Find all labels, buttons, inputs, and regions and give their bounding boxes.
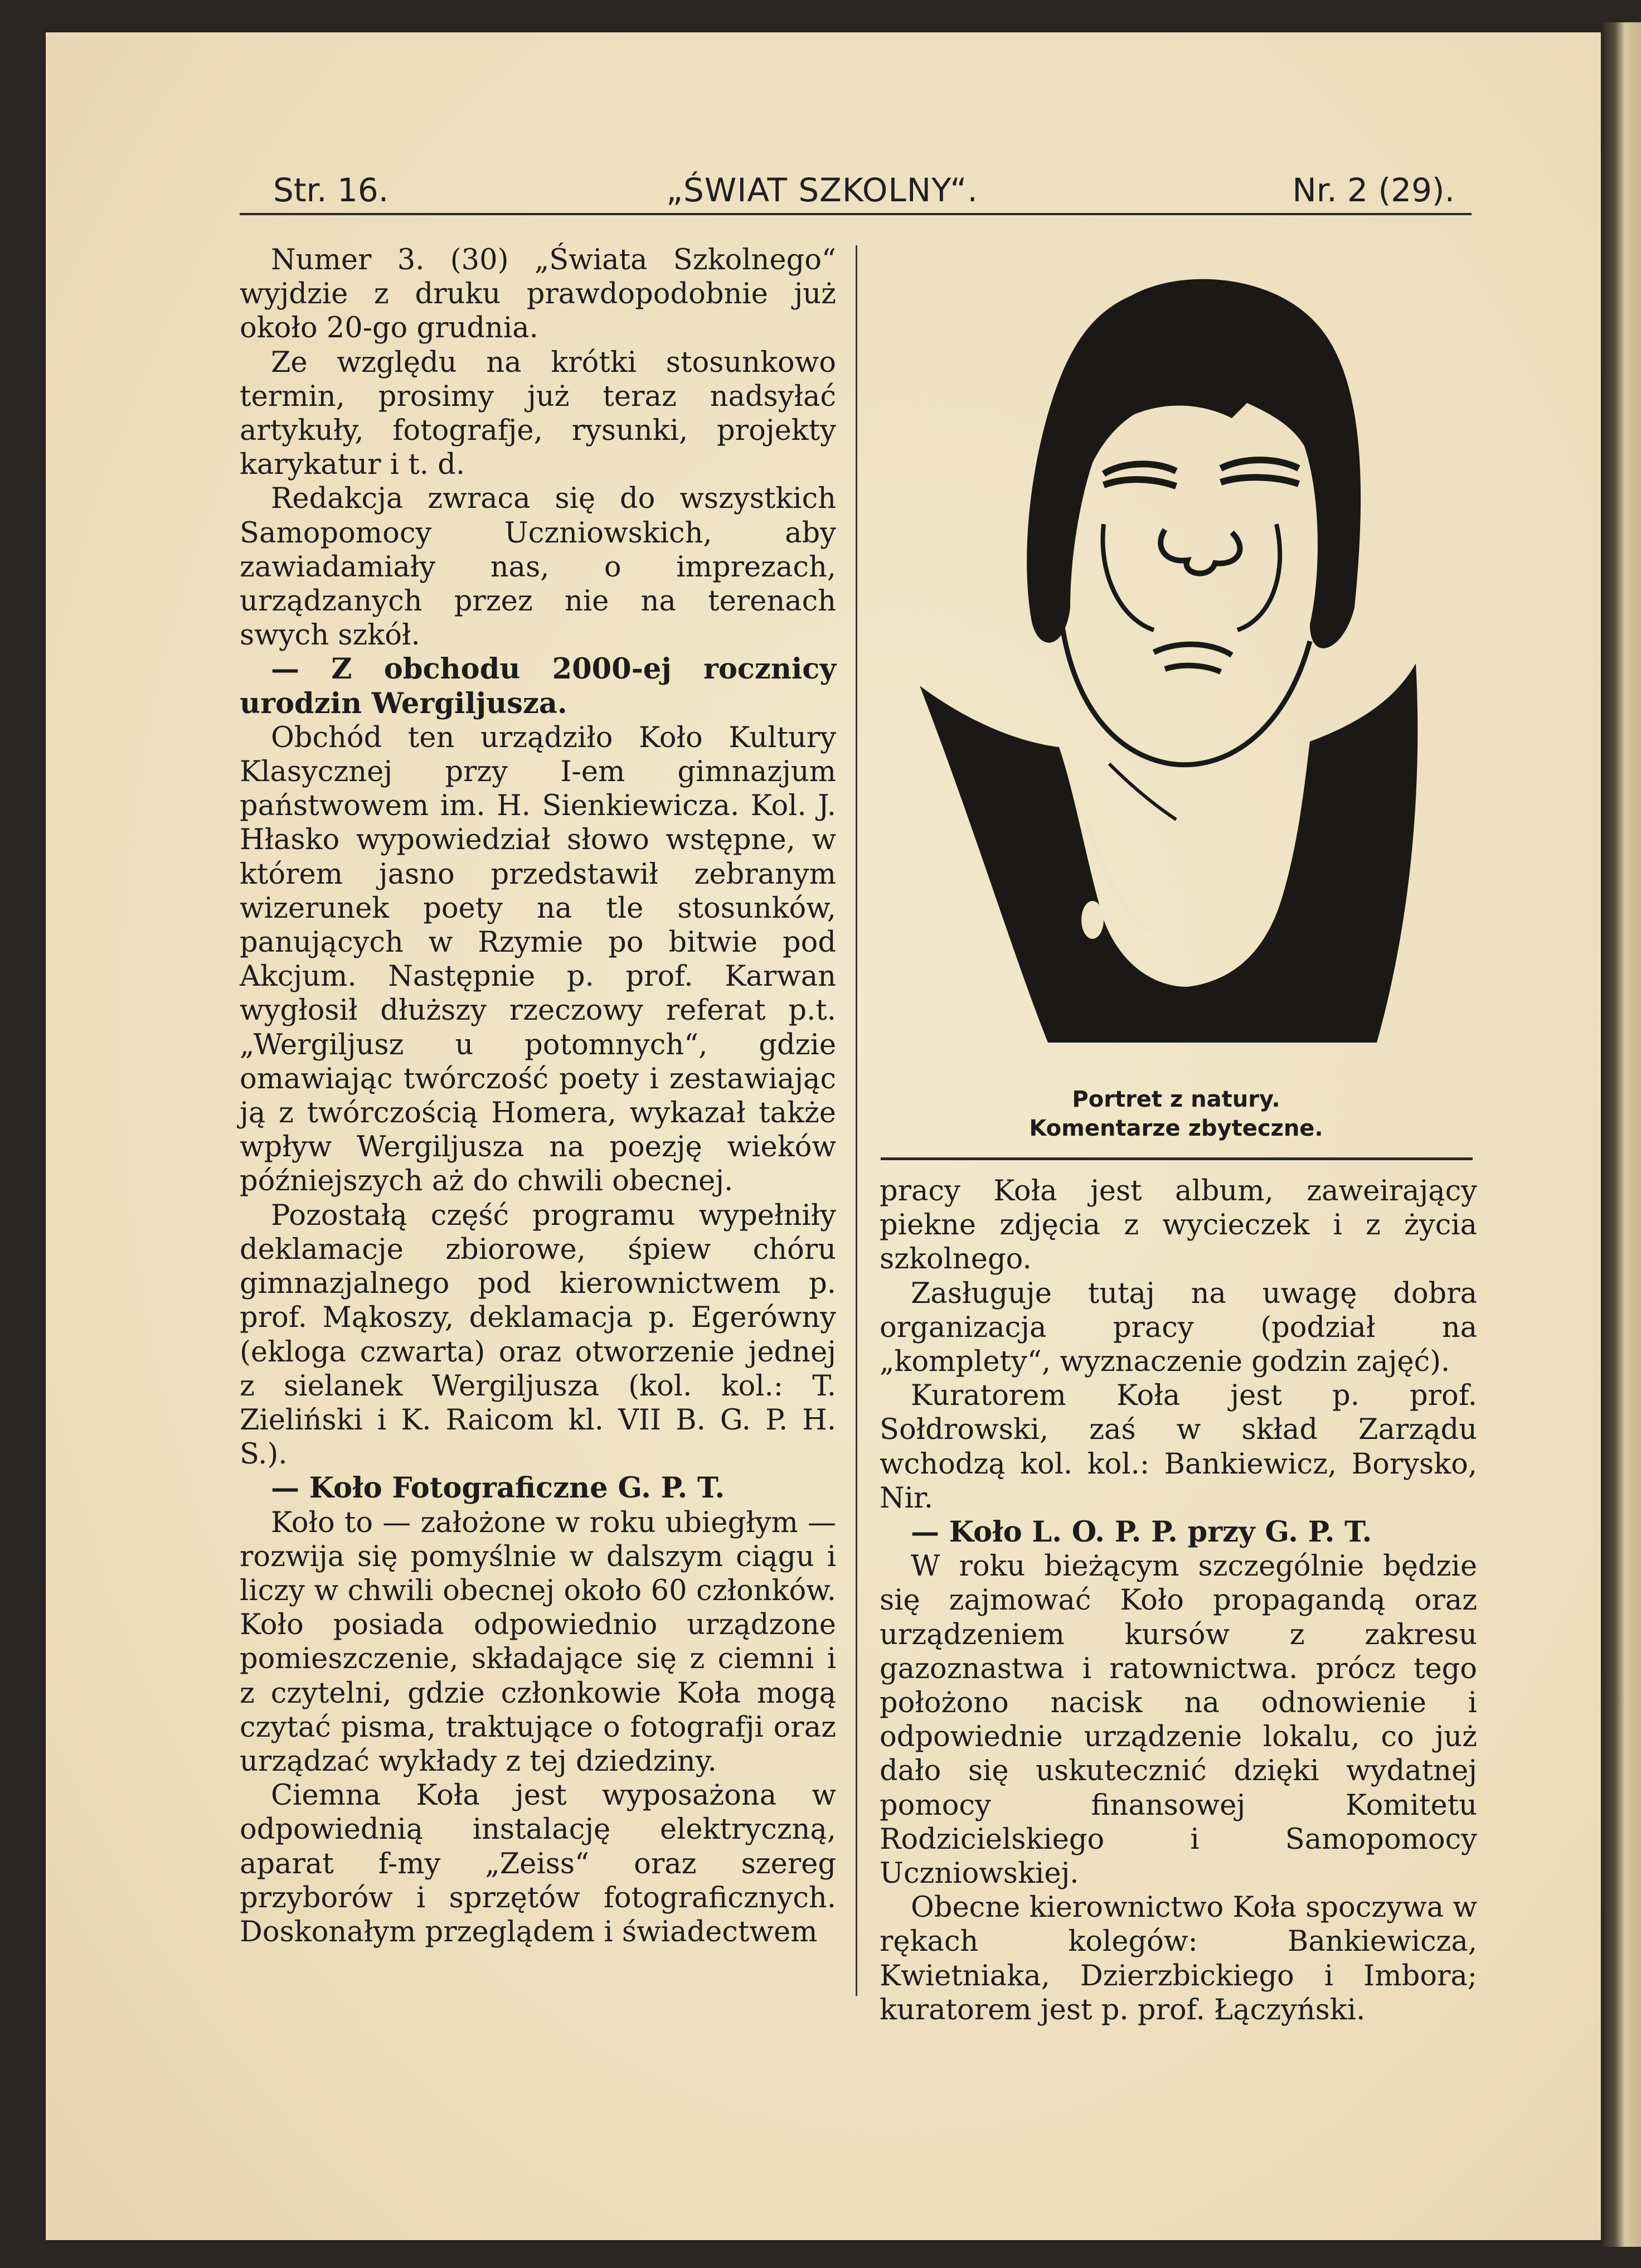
section-heading: — Koło Fotograficzne G. P. T. (271, 1471, 725, 1505)
caption-line: Portret z natury. (1072, 1087, 1280, 1112)
paragraph: Redakcja zwraca się do wszystkich Samopomocy Uczniowskich, aby zawiadamiały nas, o imprezach, urządzanych przez nie na terenach swych szkół. (240, 482, 836, 652)
paragraph: Ciemna Koła jest wyposażona w odpowiednią instalację elektryczną, aparat f-my „Zeiss“ oraz szereg przyborów i sprzętów fotograficznych. Doskonałym przeglądem i świadectwem (240, 1779, 836, 1949)
paragraph: W roku bieżącym szczególnie będzie się zajmować Koło propagandą oraz urządzeniem kursów z zakresu gazoznastwa i ratownictwa. prócz tego położono nacisk na odnowienie i odpowiednie urządzenie lokalu, co już dało się uskutecznić dzięki wydatnej pomocy finansowej Komitetu Rodzicielskiego i Samopomocy Uczniowskiej. (880, 1550, 1477, 1891)
left-column (240, 243, 836, 1949)
section-rule (881, 1157, 1473, 1160)
paragraph: Koło to — założone w roku ubiegłym — rozwija się pomyślnie w dalszym ciągu i liczy w chwili obecnej około 60 członków. Koło posiada odpowiednio urządzone pomieszczenie, składające się z ciemni i z czytelni, gdzie członkowie Koła mogą czytać pisma, traktujące o fotografji oraz urządzać wykłady z tej dziedziny. (240, 1506, 836, 1778)
page-number: Str. 16. (273, 171, 389, 209)
paragraph: Ze względu na krótki stosunkowo termin, prosimy już teraz nadsyłać artykuły, fotografje, rysunki, projekty karykatur i t. d. (240, 346, 836, 482)
paragraph: Pozostałą część programu wypełniły deklamacje zbiorowe, śpiew chóru gimnazjalnego pod kierownictwem p. prof. Mąkoszy, deklamacja p. Egerówny (ekloga czwarta) oraz otworzenie jednej z sielanek Wergiljusza (kol. kol.: T. Zieliński i K. Raicom kl. VII B. G. P. H. S.). (240, 1199, 836, 1471)
caricature-portrait-woodcut (920, 262, 1433, 1087)
paragraph: Kuratorem Koła jest p. prof. Sołdrowski, zaś w skład Zarządu wchodzą kol. kol.: Bankiewicz, Borysko, Nir. (880, 1379, 1477, 1515)
magazine-title: „ŚWIAT SZKOLNY“. (666, 171, 978, 209)
section-heading: — Koło L. O. P. P. przy G. P. T. (911, 1515, 1372, 1549)
next-page-edge (1601, 22, 1641, 2247)
running-header (240, 163, 1472, 215)
paragraph: Zasługuje tutaj na uwagę dobra organizacja pracy (podział na „komplety“, wyznaczenie godzin zajęć). (880, 1277, 1477, 1379)
caption-line: Komentarze zbyteczne. (1029, 1116, 1323, 1141)
section-heading: — Z obchodu 2000-ej rocznicy urodzin Wergiljusza. (240, 652, 836, 720)
paragraph: Obchód ten urządziło Koło Kultury Klasycznej przy I-em gimnazjum państwowem im. H. Sienkiewicza. Kol. J. Hłasko wypowiedział słowo wstępne, w którem jasno przedstawił zebranym wizerunek poety na tle stosunków, panujących w Rzymie po bitwie pod Akcjum. Następnie p. prof. Karwan wygłosił dłuższy rzeczowy referat p.t. „Wergiljusz u potomnych“, gdzie omawiając twórczość poety i zestawiając ją z twórczością Homera, wykazał także wpływ Wergiljusza na poezję wieków późniejszych aż do chwili obecnej. (240, 721, 836, 1198)
column-divider (856, 245, 857, 1996)
issue-number: Nr. 2 (29). (1292, 171, 1455, 209)
right-column (880, 1174, 1477, 2027)
paragraph: Obecne kierownictwo Koła spoczywa w rękach kolegów: Bankiewicza, Kwietniaka, Dzierzbickiego i Imbora; kuratorem jest p. prof. Łączyński. (880, 1891, 1477, 2027)
paragraph: Numer 3. (30) „Świata Szkolnego“ wyjdzie z druku prawdopodobnie już około 20-go grudnia. (240, 244, 836, 345)
portrait-caption (914, 1085, 1438, 1143)
paragraph: pracy Koła jest album, zaweirający piekne zdjęcia z wycieczek i z życia szkolnego. (880, 1175, 1477, 1276)
